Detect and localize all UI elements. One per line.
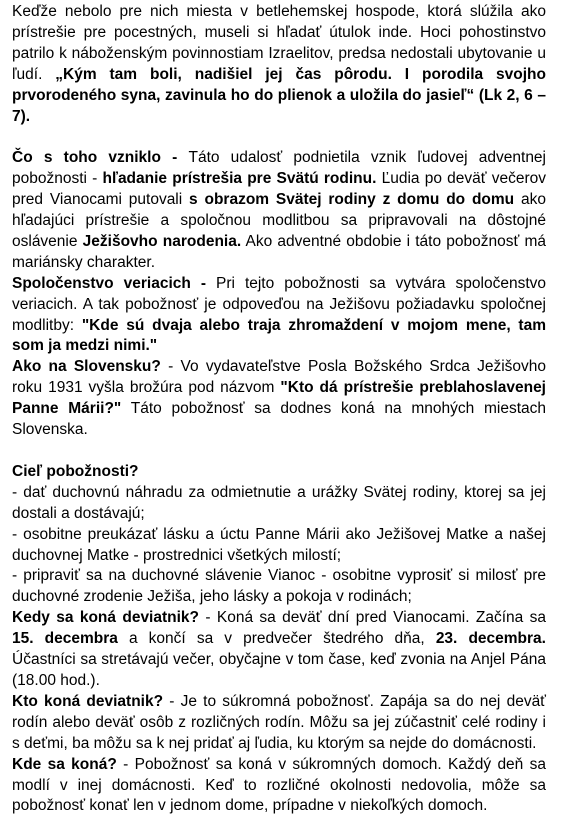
slovakia-heading: Ako na Slovensku? [12,358,161,376]
goal-item: - pripraviť sa na duchovné slávenie Vianoc - osobitne vyprosiť si milosť pre duchovné zrodenie Ježiša, jeho lásky a pokoja v rodinách; [12,567,546,606]
where-paragraph [12,755,546,817]
intro-lead-text: Keďže nebolo pre nich miesta v betlehemskej hospode, ktorá slúžila ako prístrešie pre pocestných, museli si hľadať útulok inde. Hoci pohostinstvo patrilo k náboženským povinnostiam Izraelitov, predsa nedostali ubytovanie u ľudí. [12,3,546,83]
when-heading: Kedy sa koná deviatnik? [12,609,200,627]
when-paragraph [12,608,546,692]
who-text: - Je to súkromná pobožnosť. Zapája sa do nej deväť rodín alebo deväť osôb z rozličných rodín. Môžu sa jej zúčastniť celé rodiny i s deťmi, ba môžu sa k nej pridať aj ľudia, ku ktorým sa nejde do domácnosti. [12,692,546,752]
paragraph-gap [12,441,546,462]
origin-text-3: ako hľadajúci prístrešie a spoločnou modlitbou sa pripravovali na dôstojné oslávenie [12,191,546,250]
start-date: 15. decembra [12,630,118,648]
origin-text-4: Ako adventné obdobie i táto pobožnosť má mariánsky charakter. [12,232,547,271]
where-heading: Kde sa koná? [12,755,117,773]
origin-text-1: Táto udalosť podnietila vznik ľudovej adventnej pobožnosti - [12,149,546,188]
origin-bold-3: Ježišovho narodenia. [82,232,242,250]
community-quote: "Kde sú dvaja alebo traja zhromaždení v mojom mene, tam som ja medzi nimi." [12,316,546,355]
goal-heading [12,462,546,483]
slovakia-text-2: Táto pobožnosť sa dodnes koná na mnohých miestach Slovenska. [12,400,546,439]
bible-quote: „Kým tam boli, nadišiel jej čas pôrodu. I porodila svojho prvorodeného syna, zavinula ho do plienok a uložila do jasieľ“ [12,65,546,104]
origin-bold-1: hľadanie prístrešia pre Svätú rodinu. [102,170,377,188]
origin-heading: Čo s toho vzniklo - [12,149,189,167]
origin-text-2: Ľudia po deväť večerov pred Vianocami putovali [12,170,546,209]
booklet-title: "Kto dá prístrešie preblahoslavenej Panne Márii?" [12,379,546,418]
goal-item: - osobitne preukázať lásku a úctu Panne Márii ako Ježišovej Matke a našej duchovnej Matke - prostrednici všetkých milostí; [12,525,546,564]
who-heading: Kto koná deviatnik? [12,692,164,710]
community-text: Pri tejto pobožnosti sa vytvára spoločenstvo veriacich. A tak pobožnosť je odpoveďou na Ježišovu požiadavku spoločnej modlitby: [12,274,546,334]
when-text-2: a končí sa v predvečer štedrého dňa, [117,630,436,648]
community-paragraph [12,274,546,358]
slovakia-paragraph [12,357,546,441]
when-text-1: - Koná sa deväť dní pred Vianocami. Začína sa [199,609,546,627]
end-date: 23. decembra. [435,630,546,648]
origin-bold-2: s obrazom Svätej rodiny z domu do domu [189,191,515,209]
slovakia-text-1: - Vo vydavateľstve Posla Božského Srdca Ježišovho roku 1931 vyšla brožúra pod názvom [12,358,546,397]
paragraph-gap [12,127,546,148]
who-paragraph [12,692,546,755]
intro-paragraph [12,2,546,127]
bible-reference: (Lk 2, 6 – 7). [12,86,546,125]
community-heading: Spoločenstvo veriacich - [12,274,216,292]
origin-paragraph [12,148,546,273]
goal-heading-text: Cieľ pobožnosti? [12,462,139,480]
when-text-3: Účastníci sa stretávajú večer, obyčajne v tom čase, keď zvonia na Anjel Pána (18.00 hod.). [12,651,546,689]
goal-item: - dať duchovnú náhradu za odmietnutie a urážky Svätej rodiny, ktorej sa jej dostali a dostávajú; [12,483,546,522]
where-text: - Pobožnosť sa koná v súkromných domoch. Každý deň sa modlí v inej domácnosti. Keď to rozličné okolnosti nedovolia, môže sa pobožnosť konať len v jednom dome, prípadne v niekoľkých domoch. [12,755,546,815]
